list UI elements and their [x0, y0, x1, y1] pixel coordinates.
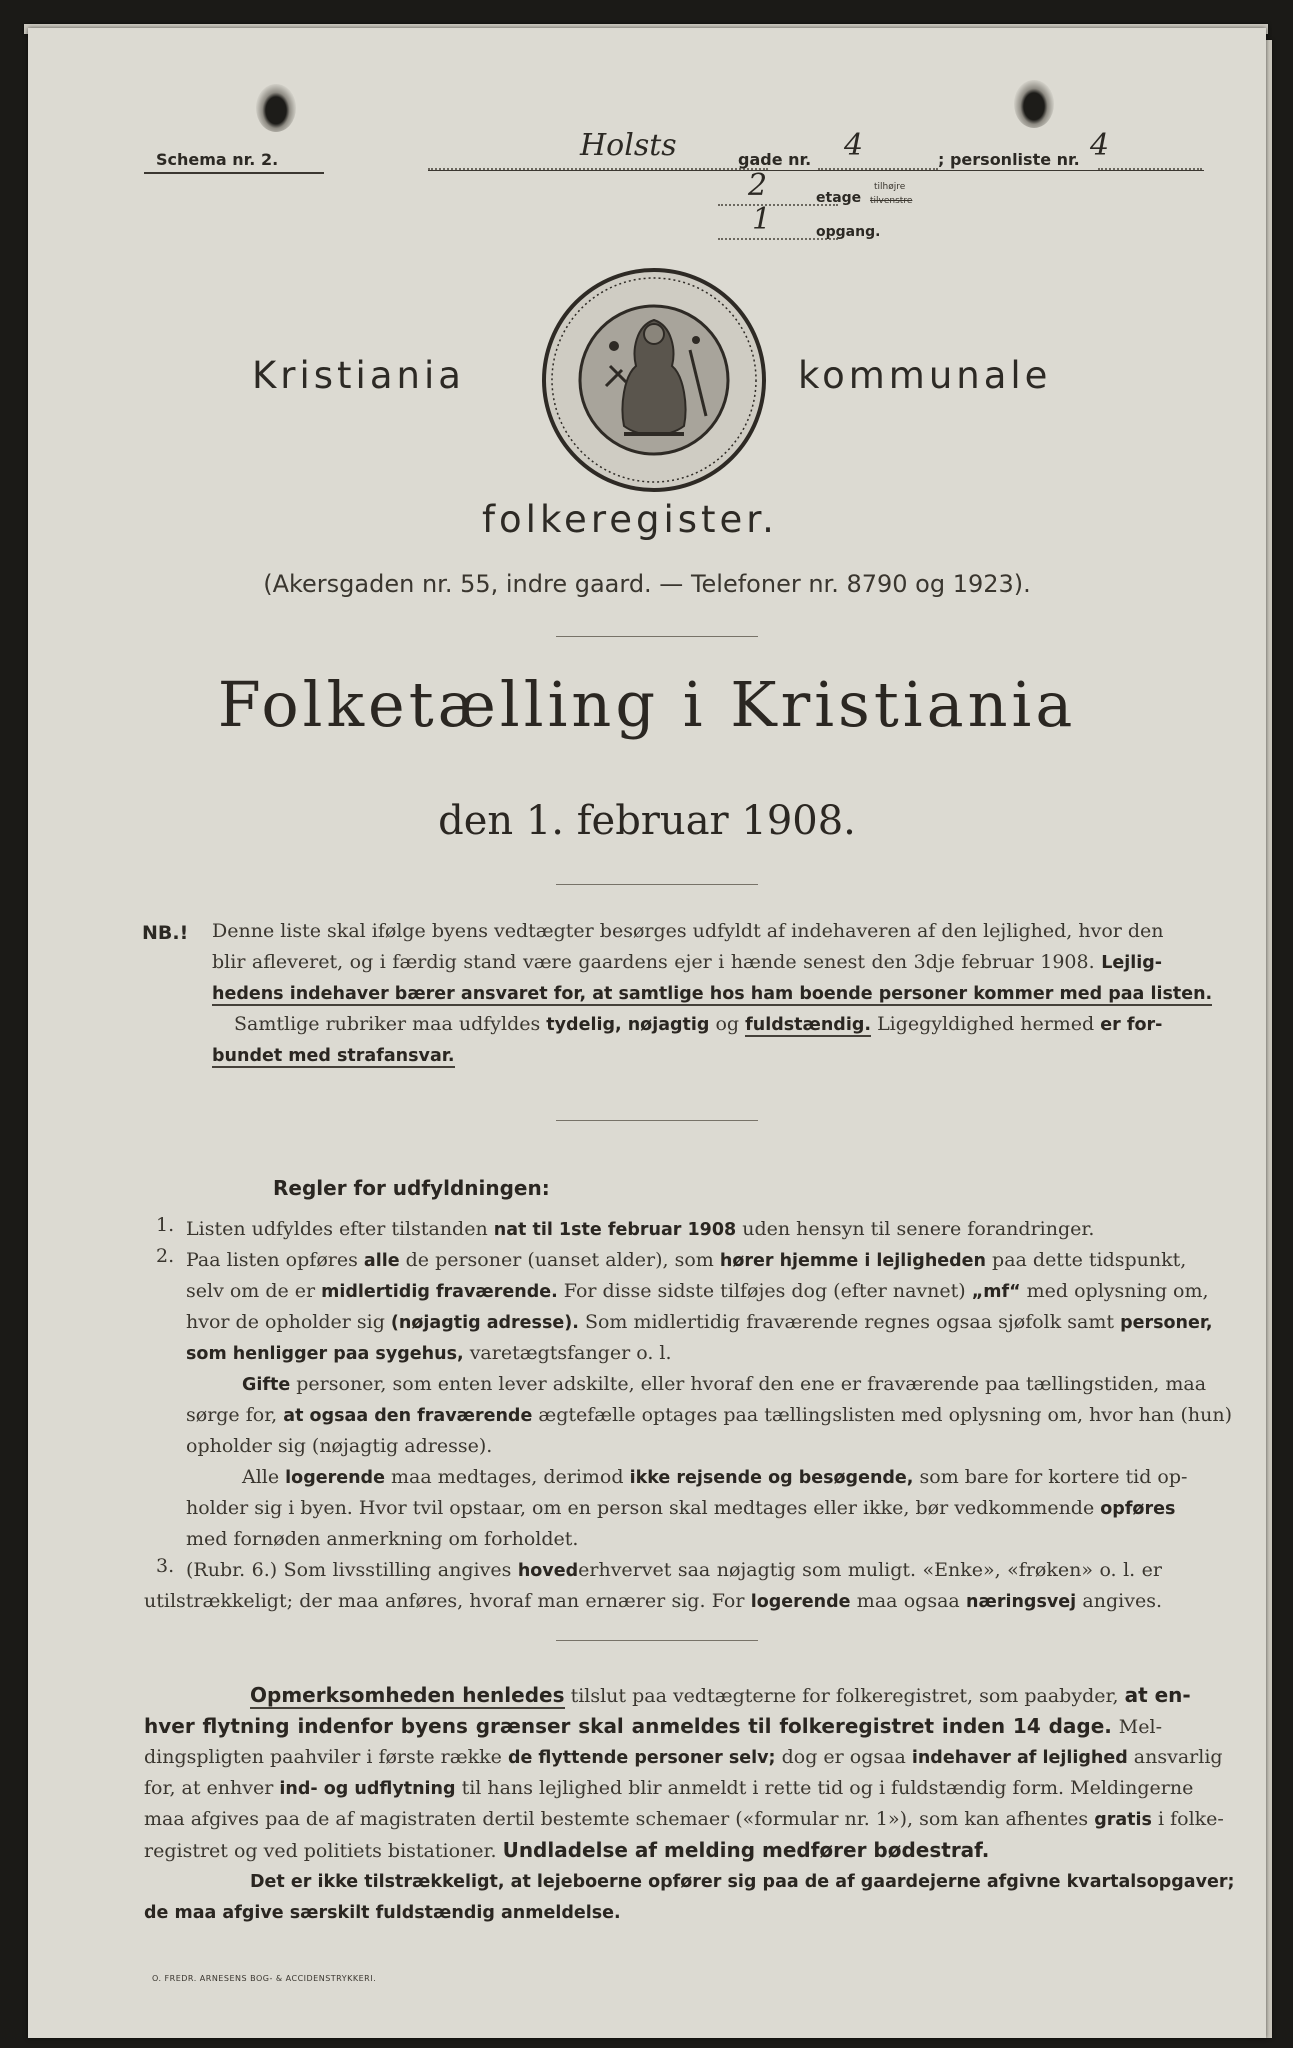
divider-4 — [556, 1640, 758, 1641]
rule-2-block — [186, 1245, 1232, 1550]
rule-2-number: 2. — [156, 1245, 175, 1267]
office-below-word: folkeregister. — [482, 498, 778, 541]
nb-line-4: Samtlige rubriker maa udfyldes tydelig, nøjagtig og fuldstændig. Ligegyldighed hermed er for- — [234, 1013, 1163, 1035]
rule-3-number: 3. — [156, 1555, 175, 1577]
rule-2-p2-line-2: sørge for, at ogsaa den fraværende ægtefælle optages paa tællingslisten med oplysning om, hvor han (hun) — [186, 1404, 1232, 1426]
nb-line-5: bundet med strafansvar. — [212, 1046, 455, 1066]
rule-3-line-2: utilstrækkeligt; der maa anføres, hvoraf man ernærer sig. For logerende maa ogsaa næringsvej angives. — [144, 1590, 1162, 1612]
nb-line-1: Denne liste skal ifølge byens vedtægter besørges udfyldt af indehaveren af den lejlighed, hvor den — [212, 920, 1164, 942]
notice-line-5: maa afgives paa de af magistraten dertil bestemte schemaer («formular nr. 1»), som kan afhentes gratis i folke- — [144, 1808, 1224, 1830]
notice-line-6: registret og ved politiets bistationer. Undladelse af melding medfører bødestraf. — [144, 1838, 990, 1862]
rule-2-p2-line-1: Gifte personer, som enten lever adskilte, eller hvoraf den ene er fraværende paa tællingstiden, maa — [242, 1373, 1207, 1395]
notice-block — [144, 1680, 1235, 1940]
schema-underline — [144, 172, 324, 174]
notice-line-4: for, at enhver ind- og udflytning til hans lejlighed blir anmeldt i rette tid og i fuldstændig form. Meldingerne — [144, 1777, 1194, 1799]
gade-label: gade nr. — [738, 150, 812, 169]
etage-handwritten: 2 — [748, 168, 768, 203]
rule-2-line-3: hvor de opholder sig (nøjagtig adresse). Som midlertidig fraværende regnes ogsaa sjøfolk samt personer, — [186, 1311, 1213, 1333]
rule-2-p3-line-3: med fornøden anmerkning om forholdet. — [186, 1528, 579, 1550]
side-bottom-label: tilvenstre — [870, 196, 913, 206]
opgang-handwritten: 1 — [752, 202, 772, 237]
main-title: Folketælling i Kristiania — [217, 668, 1077, 741]
gade-nr-handwritten: 4 — [844, 128, 864, 163]
date-subtitle: den 1. februar 1908. — [438, 798, 856, 844]
rule-3-block — [144, 1555, 1162, 1625]
rule-3-line-1: (Rubr. 6.) Som livsstilling angives hovederhvervet saa nøjagtig som muligt. «Enke», «frøken» o. l. er — [186, 1559, 1162, 1581]
nb-block — [212, 916, 1213, 1086]
notice-line-3: dingspligten paahviler i første række de flyttende personer selv; dog er ogsaa indehaver af lejlighed ansvarlig — [144, 1746, 1223, 1768]
rules-heading: Regler for udfyldningen: — [273, 1176, 550, 1200]
personliste-nr-handwritten: 4 — [1090, 128, 1110, 163]
schema-label: Schema nr. 2. — [156, 150, 279, 169]
office-address: (Akersgaden nr. 55, indre gaard. — Telefoner nr. 8790 og 1923). — [263, 570, 1031, 598]
rule-2-p3-line-1: Alle logerende maa medtages, derimod ikke rejsende og besøgende, som bare for kortere tid op- — [242, 1466, 1188, 1488]
header-underline — [428, 170, 1204, 171]
opgang-label: opgang. — [816, 224, 881, 240]
notice-line-2: hver flytning indenfor byens grænser skal anmeldes til folkeregistret inden 14 dage. Mel- — [144, 1714, 1162, 1738]
street-handwritten: Holsts — [580, 128, 677, 163]
nb-line-2: blir afleveret, og i færdig stand være gaardens ejer i hænde senest den 3dje februar 1908. Lejlig- — [212, 951, 1162, 973]
notice-line-1: Opmerksomheden henledes tilslut paa vedtægterne for folkeregistret, som paabyder, at en- — [250, 1683, 1191, 1707]
rule-1-number: 1. — [156, 1214, 175, 1236]
document-page — [28, 28, 1266, 2038]
office-right-word: kommunale — [798, 354, 1052, 397]
nb-label: NB.! — [142, 922, 189, 944]
notice-line-8: de maa afgive særskilt fuldstændig anmeldelse. — [144, 1903, 621, 1923]
nb-line-3: hedens indehaver bærer ansvaret for, at samtlige hos ham boende personer kommer med paa listen. — [212, 984, 1213, 1004]
rule-2-line-1: Paa listen opføres alle de personer (uanset alder), som hører hjemme i lejligheden paa dette tidspunkt, — [186, 1249, 1187, 1271]
notice-line-7: Det er ikke tilstrækkeligt, at lejeboerne opfører sig paa de af gaardejerne afgivne kvartalsopgaver; — [250, 1872, 1235, 1892]
punch-hole-right — [1014, 80, 1054, 128]
office-left-word: Kristiania — [252, 354, 465, 397]
divider-3 — [556, 1120, 758, 1121]
printer-imprint: O. FREDR. ARNESENS BOG- & ACCIDENSTRYKKERI. — [152, 1974, 377, 1983]
etage-label: etage — [816, 190, 862, 206]
rule-1-text: Listen udfyldes efter tilstanden nat til 1ste februar 1908 uden hensyn til senere forandringer. — [186, 1218, 1095, 1240]
divider-2 — [556, 884, 758, 885]
rule-2-p3-line-2: holder sig i byen. Hvor tvil opstaar, om en person skal medtages eller ikke, bør vedkommende opføres — [186, 1497, 1176, 1519]
rule-2-line-4: som henligger paa sygehus, varetægtsfanger o. l. — [186, 1342, 672, 1364]
punch-hole-left — [256, 84, 296, 132]
side-top-label: tilhøjre — [874, 182, 906, 192]
personliste-label: ; personliste nr. — [938, 150, 1080, 169]
divider-1 — [556, 636, 758, 637]
rule-2-line-2: selv om de er midlertidig fraværende. For disse sidste tilføjes dog (efter navnet) „mf“ med oplysning om, — [186, 1280, 1209, 1302]
rule-2-p2-line-3: opholder sig (nøjagtig adresse). — [186, 1435, 493, 1457]
kristiania-seal — [540, 266, 768, 494]
